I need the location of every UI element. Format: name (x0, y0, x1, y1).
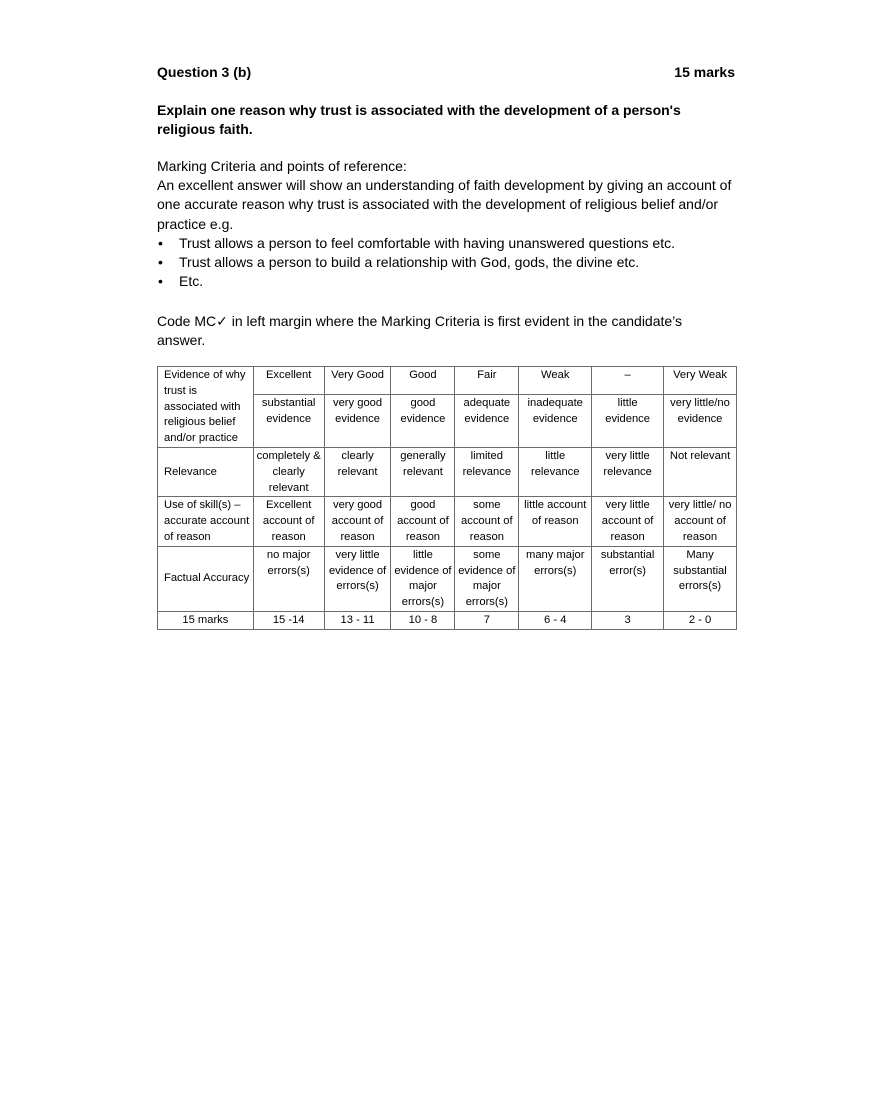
list-item (157, 253, 735, 272)
bullet-icon: • (158, 254, 163, 271)
table-cell: adequate evidence (455, 395, 519, 448)
table-row (158, 497, 737, 546)
grade-header: Good (391, 367, 455, 395)
marks-cell: 15 -14 (253, 611, 324, 629)
table-cell: some evidence of major errors(s) (455, 546, 519, 611)
table-cell: Many substantial errors(s) (664, 546, 737, 611)
grade-header: Fair (455, 367, 519, 395)
table-cell: completely & clearly relevant (253, 447, 324, 496)
grade-header: – (592, 367, 664, 395)
criteria-list (157, 234, 735, 292)
question-title: Question 3 (b) (157, 64, 252, 80)
table-cell: good evidence (391, 395, 455, 448)
table-row (158, 367, 737, 395)
row-label-evidence: Evidence of why trust is associated with religious belief and/or practice (158, 367, 254, 448)
table-cell: very good account of reason (324, 497, 391, 546)
marks-cell: 3 (592, 611, 664, 629)
list-item-text: Etc. (179, 273, 204, 290)
table-row (158, 447, 737, 496)
list-item-text: Trust allows a person to build a relationship with God, gods, the divine etc. (179, 254, 640, 271)
table-cell: little relevance (519, 447, 592, 496)
table-cell: inadequate evidence (519, 395, 592, 448)
table-cell: substantial error(s) (592, 546, 664, 611)
table-cell: generally relevant (391, 447, 455, 496)
grade-header: Very Weak (664, 367, 737, 395)
table-cell: very little account of reason (592, 497, 664, 546)
table-cell: substantial evidence (253, 395, 324, 448)
table-row (158, 546, 737, 611)
question-header (157, 64, 735, 84)
criteria-intro: An excellent answer will show an understanding of faith development by giving an account of one accurate reason why trust is associated with the development of religious belief and/or practice e.g. (157, 177, 732, 232)
question-prompt: Explain one reason why trust is associated with the development of a person's religious faith. (157, 102, 681, 137)
table-cell: clearly relevant (324, 447, 391, 496)
code-note: Code MC✓ in left margin where the Marking Criteria is first evident in the candidate’s answer. (157, 313, 683, 349)
table-cell: very little/ no account of reason (664, 497, 737, 546)
table-cell: very little evidence of errors(s) (324, 546, 391, 611)
question-marks: 15 marks (674, 64, 735, 80)
table-cell: very little relevance (592, 447, 664, 496)
table-cell: little account of reason (519, 497, 592, 546)
list-item (157, 272, 735, 291)
row-label-relevance: Relevance (158, 447, 254, 496)
marks-cell: 7 (455, 611, 519, 629)
marks-cell: 2 - 0 (664, 611, 737, 629)
row-label-accuracy: Factual Accuracy (158, 546, 254, 611)
marks-cell: 10 - 8 (391, 611, 455, 629)
row-label-marks: 15 marks (158, 611, 254, 629)
table-row (158, 611, 737, 629)
rubric-table (157, 366, 737, 630)
table-cell: very good evidence (324, 395, 391, 448)
table-cell: very little/no evidence (664, 395, 737, 448)
table-cell: many major errors(s) (519, 546, 592, 611)
grade-header: Very Good (324, 367, 391, 395)
table-cell: limited relevance (455, 447, 519, 496)
table-cell: Not relevant (664, 447, 737, 496)
marking-criteria (157, 157, 735, 291)
table-cell: good account of reason (391, 497, 455, 546)
marks-cell: 13 - 11 (324, 611, 391, 629)
table-cell: some account of reason (455, 497, 519, 546)
bullet-icon: • (158, 234, 163, 251)
table-cell: little evidence (592, 395, 664, 448)
bullet-icon: • (158, 273, 163, 290)
criteria-heading: Marking Criteria and points of reference: (157, 158, 407, 174)
grade-header: Weak (519, 367, 592, 395)
grade-header: Excellent (253, 367, 324, 395)
marks-cell: 6 - 4 (519, 611, 592, 629)
row-label-skills: Use of skill(s) – accurate account of reason (158, 497, 254, 546)
table-cell: little evidence of major errors(s) (391, 546, 455, 611)
table-cell: no major errors(s) (253, 546, 324, 611)
list-item (157, 234, 735, 253)
list-item-text: Trust allows a person to feel comfortable with having unanswered questions etc. (179, 234, 675, 251)
table-cell: Excellent account of reason (253, 497, 324, 546)
